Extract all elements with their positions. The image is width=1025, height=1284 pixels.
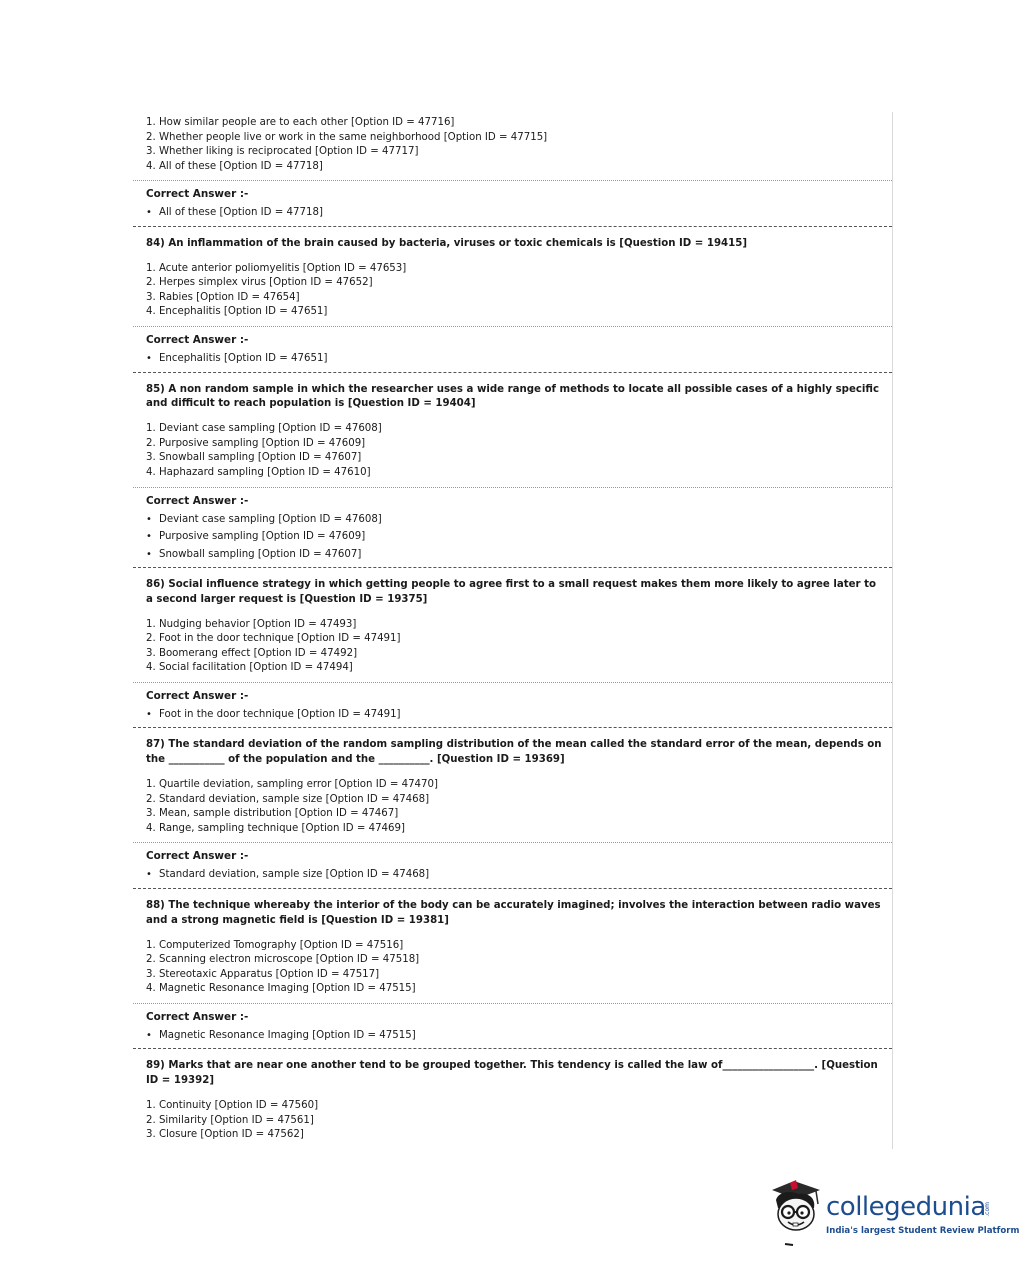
option-item: 1. How similar people are to each other [Option ID = 47716]	[146, 117, 455, 128]
correct-answer-item: • Purposive sampling [Option ID = 47609]	[146, 528, 892, 546]
option-item: 4. Encephalitis [Option ID = 47651]	[146, 306, 328, 318]
option-item: 1. Quartile deviation, sampling error [Option ID = 47470]	[146, 779, 438, 791]
document-page	[133, 112, 893, 1149]
option-item: 2. Purposive sampling [Option ID = 47609]	[146, 437, 366, 449]
correct-answer-label: Correct Answer :-	[146, 850, 249, 863]
correct-answer-section	[133, 843, 892, 888]
correct-answer-section	[133, 181, 892, 226]
correct-answer-item: • All of these [Option ID = 47718]	[146, 204, 892, 222]
option-item: 1. Computerized Tomography [Option ID = 47516]	[146, 939, 404, 951]
correct-answer-item: • Encephalitis [Option ID = 47651]	[146, 350, 892, 368]
collegedunia-logo	[768, 1178, 1020, 1248]
logo-tagline: India's largest Student Review Platform	[826, 1226, 1020, 1236]
correct-answer-item: • Foot in the door technique [Option ID = 47491]	[146, 706, 892, 724]
options-list	[133, 112, 892, 180]
correct-answer-label: Correct Answer :-	[146, 334, 249, 347]
correct-answer-item: • Deviant case sampling [Option ID = 47608]	[146, 511, 892, 529]
option-item: 3. Closure [Option ID = 47562]	[146, 1129, 304, 1141]
question-text: 85) A non random sample in which the researcher uses a wide range of methods to locate all possible cases of a highly specific and difficult to reach population is [Question ID = 19404]	[146, 383, 879, 410]
option-item: 3. Boomerang effect [Option ID = 47492]	[146, 647, 358, 659]
correct-answer-section	[133, 327, 892, 372]
options-list	[133, 1095, 892, 1149]
option-item: 2. Standard deviation, sample size [Option ID = 47468]	[146, 793, 430, 805]
logo-wordmark: collegedunia	[826, 1192, 986, 1222]
option-item: 1. Deviant case sampling [Option ID = 47608]	[146, 423, 382, 435]
option-item: 3. Whether liking is reciprocated [Option ID = 47717]	[146, 146, 419, 158]
option-item: 4. Magnetic Resonance Imaging [Option ID = 47515]	[146, 983, 416, 995]
question-text: 86) Social influence strategy in which getting people to agree first to a small request makes them more likely to agree later to a second larger request is [Question ID = 19375]	[146, 579, 876, 605]
mascot-icon	[768, 1178, 826, 1248]
option-item: 3. Rabies [Option ID = 47654]	[146, 291, 300, 303]
option-item: 1. Continuity [Option ID = 47560]	[146, 1100, 319, 1112]
question-text: 87) The standard deviation of the random sampling distribution of the mean called the standard error of the mean, depends on the ___________ of the population and the __________. [Question ID = 19369]	[146, 739, 882, 766]
options-list	[133, 935, 892, 1003]
correct-answer-label: Correct Answer :-	[146, 494, 249, 507]
option-item: 4. Range, sampling technique [Option ID = 47469]	[146, 822, 405, 834]
option-item: 3. Stereotaxic Apparatus [Option ID = 47517]	[146, 968, 380, 980]
options-list	[133, 418, 892, 486]
option-item: 1. Nudging behavior [Option ID = 47493]	[146, 618, 357, 630]
option-item: 2. Herpes simplex virus [Option ID = 47652]	[146, 277, 373, 289]
correct-answer-label: Correct Answer :-	[146, 689, 249, 702]
options-list	[133, 774, 892, 842]
correct-answer-label: Correct Answer :-	[146, 1010, 249, 1023]
correct-answer-item: • Snowball sampling [Option ID = 47607]	[146, 546, 892, 564]
option-item: 3. Mean, sample distribution [Option ID = 47467]	[146, 808, 399, 820]
question-text: 88) The technique whereaby the interior of the body can be accurately imagined; involves the interaction between radio waves and a strong magnetic field is [Question ID = 19381]	[146, 899, 881, 926]
option-item: 4. Social facilitation [Option ID = 47494]	[146, 662, 353, 674]
option-item: 1. Acute anterior poliomyelitis [Option ID = 47653]	[146, 262, 407, 274]
question-list	[133, 112, 893, 1149]
correct-answer-item: • Magnetic Resonance Imaging [Option ID = 47515]	[146, 1027, 892, 1045]
correct-answer-section	[133, 1004, 892, 1049]
option-item: 4. All of these [Option ID = 47718]	[146, 160, 323, 172]
options-list	[133, 614, 892, 682]
correct-answer-section	[133, 683, 892, 728]
option-item: 2. Similarity [Option ID = 47561]	[146, 1114, 314, 1126]
option-item: 4. Haphazard sampling [Option ID = 47610]	[146, 466, 371, 478]
option-item: 2. Foot in the door technique [Option ID = 47491]	[146, 633, 401, 645]
option-item: 2. Scanning electron microscope [Option ID = 47518]	[146, 954, 420, 966]
question-text: 89) Marks that are near one another tend to be grouped together. This tendency is called the law of__________________. [Question ID = 19392]	[146, 1060, 878, 1087]
correct-answer-label: Correct Answer :-	[146, 188, 249, 201]
options-list	[133, 258, 892, 326]
option-item: 3. Snowball sampling [Option ID = 47607]	[146, 452, 362, 464]
option-item: 2. Whether people live or work in the same neighborhood [Option ID = 47715]	[146, 131, 548, 143]
correct-answer-section	[133, 488, 892, 568]
correct-answer-item: • Standard deviation, sample size [Option ID = 47468]	[146, 866, 892, 884]
question-text: 84) An inflammation of the brain caused by bacteria, viruses or toxic chemicals is [Question ID = 19415]	[146, 237, 747, 249]
logo-domain-suffix: .com	[984, 1202, 991, 1217]
